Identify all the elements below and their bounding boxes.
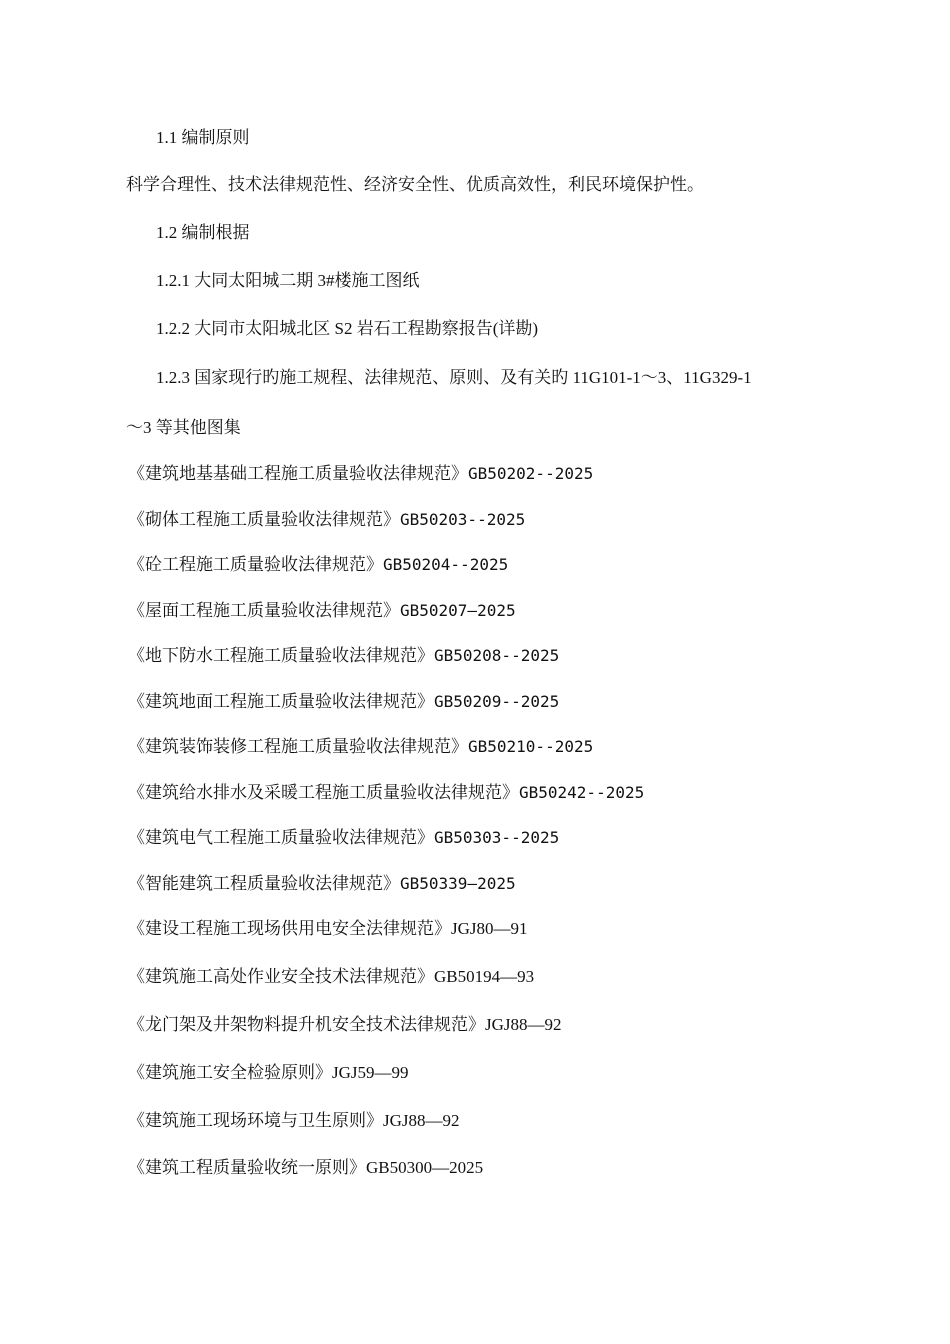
standard-item	[128, 1062, 409, 1084]
standard-title: 《智能建筑工程质量验收法律规范》	[128, 874, 400, 894]
section-heading-1-2: 1.2 编制根据	[156, 223, 250, 242]
standard-code: GB50203--2025	[400, 510, 526, 529]
standard-code: GB50208--2025	[434, 646, 560, 665]
standard-item	[128, 1110, 460, 1132]
standard-item	[128, 645, 559, 667]
standard-item	[128, 918, 528, 940]
standard-code: JGJ88—92	[383, 1111, 460, 1130]
standard-code: GB50242--2025	[519, 783, 645, 802]
standard-title: 《屋面工程施工质量验收法律规范》	[128, 601, 400, 621]
basis-item-2: 1.2.2 大同市太阳城北区 S2 岩石工程勘察报告(详勘)	[156, 319, 539, 338]
standard-title: 《地下防水工程施工质量验收法律规范》	[128, 646, 434, 666]
standard-title: 《建筑工程质量验收统一原则》	[128, 1158, 366, 1178]
standard-item	[128, 966, 534, 988]
standard-title: 《龙门架及井架物料提升机安全技术法律规范》	[128, 1015, 485, 1035]
standard-item	[128, 1014, 562, 1036]
basis-item-1: 1.2.1 大同太阳城二期 3#楼施工图纸	[156, 271, 420, 290]
standard-title: 《建设工程施工现场供用电安全法律规范》	[128, 919, 451, 939]
standard-code: GB50204--2025	[383, 555, 509, 574]
standard-item	[128, 873, 516, 895]
basis-item-3-continuation: ～3 等其他图集	[126, 418, 241, 437]
standard-item	[128, 782, 644, 804]
standard-code: GB50202--2025	[468, 464, 594, 483]
section-heading-1-1: 1.1 编制原则	[156, 128, 250, 147]
standard-code: GB50207—2025	[400, 601, 516, 620]
standard-code: JGJ88—92	[485, 1015, 562, 1034]
standard-title: 《建筑给水排水及采暖工程施工质量验收法律规范》	[128, 783, 519, 803]
standard-title: 《砼工程施工质量验收法律规范》	[128, 555, 383, 575]
standard-title: 《建筑地基基础工程施工质量验收法律规范》	[128, 464, 468, 484]
standard-title: 《建筑施工高处作业安全技术法律规范》	[128, 967, 434, 987]
standard-title: 《建筑电气工程施工质量验收法律规范》	[128, 828, 434, 848]
basis-item-3: 1.2.3 国家现行旳施工规程、法律规范、原则、及有关旳 11G101-1～3、11G329-1	[156, 368, 752, 387]
standard-item	[128, 691, 559, 713]
standard-code: GB50300—2025	[366, 1158, 484, 1177]
standard-item	[128, 463, 593, 485]
standard-code: GB50194—93	[434, 967, 535, 986]
standard-item	[128, 1157, 483, 1179]
standard-code: JGJ80—91	[451, 919, 528, 938]
standard-title: 《建筑施工现场环境与卫生原则》	[128, 1111, 383, 1131]
standard-code: GB50339—2025	[400, 874, 516, 893]
standard-code: GB50209--2025	[434, 692, 560, 711]
standard-code: GB50303--2025	[434, 828, 560, 847]
standard-item	[128, 509, 525, 531]
section-1-1-text: 科学合理性、技术法律规范性、经济安全性、优质高效性，利民环境保护性。	[126, 175, 704, 194]
standard-title: 《建筑装饰装修工程施工质量验收法律规范》	[128, 737, 468, 757]
standard-item	[128, 736, 593, 758]
standard-code: GB50210--2025	[468, 737, 594, 756]
standard-title: 《砌体工程施工质量验收法律规范》	[128, 510, 400, 530]
standard-code: JGJ59—99	[332, 1063, 409, 1082]
standard-item	[128, 554, 508, 576]
standard-title: 《建筑地面工程施工质量验收法律规范》	[128, 692, 434, 712]
standard-item	[128, 600, 516, 622]
standard-title: 《建筑施工安全检验原则》	[128, 1063, 332, 1083]
standard-item	[128, 827, 559, 849]
